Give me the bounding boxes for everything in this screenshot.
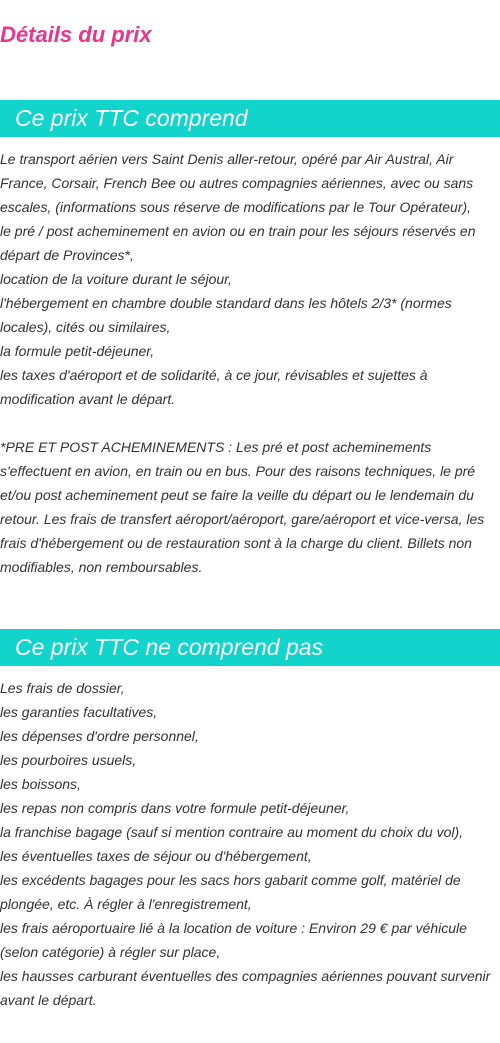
list-item: les frais aéroportuaire lié à la location de voiture : Environ 29 € par véhicule (selon catégorie) à régler sur place, [0,920,467,960]
list-item: les repas non compris dans votre formule petit-déjeuner, [0,800,350,816]
includes-list [0,147,500,411]
list-item: l'hébergement en chambre double standard dans les hôtels 2/3* (normes locales), cités ou similaires, [0,295,452,335]
list-item: les garanties facultatives, [0,704,158,720]
list-item: la formule petit-déjeuner, [0,343,155,359]
list-item: le pré / post acheminement en avion ou en train pour les séjours réservés en départ de Provinces*, [0,223,476,263]
list-item: les éventuelles taxes de séjour ou d'hébergement, [0,848,312,864]
list-item: les taxes d'aéroport et de solidarité, à ce jour, révisables et sujettes à modification avant le départ. [0,367,428,407]
transfer-note [0,435,500,579]
list-item: Les frais de dossier, [0,680,125,696]
list-item: les dépenses d'ordre personnel, [0,728,199,744]
excludes-heading: Ce prix TTC ne comprend pas [15,634,324,660]
list-item: les hausses carburant éventuelles des compagnies aériennes pouvant survenir avant le départ. [0,968,491,1008]
page-title: Détails du prix [0,22,152,47]
list-item: location de la voiture durant le séjour, [0,271,232,287]
transfer-note-text: *PRE ET POST ACHEMINEMENTS : Les pré et post acheminements s'effectuent en avion, en train ou en bus. Pour des raisons techniques, le pré et/ou post acheminement peut se faire la veille du départ ou le lendemain du retour. Les frais de transfert aéroport/aéroport, gare/aéroport et vice-versa, les frais d'hébergement ou de restauration sont à la charge du client. Billets non modifiables, non remboursables. [0,439,485,575]
excludes-list [0,676,500,1012]
list-item: la franchise bagage (sauf si mention contraire au moment du choix du vol), [0,824,464,840]
list-item: les pourboires usuels, [0,752,137,768]
list-item: les boissons, [0,776,81,792]
list-item: Le transport aérien vers Saint Denis aller-retour, opéré par Air Austral, Air France, Corsair, French Bee ou autres compagnies aériennes, avec ou sans escales, (informations sous réserve de modifications par le Tour Opérateur), [0,151,474,215]
includes-heading: Ce prix TTC comprend [15,105,248,131]
excludes-section-header [0,629,500,666]
includes-section-header [0,100,500,137]
list-item: les excédents bagages pour les sacs hors gabarit comme golf, matériel de plongée, etc. À régler à l'enregistrement, [0,872,461,912]
